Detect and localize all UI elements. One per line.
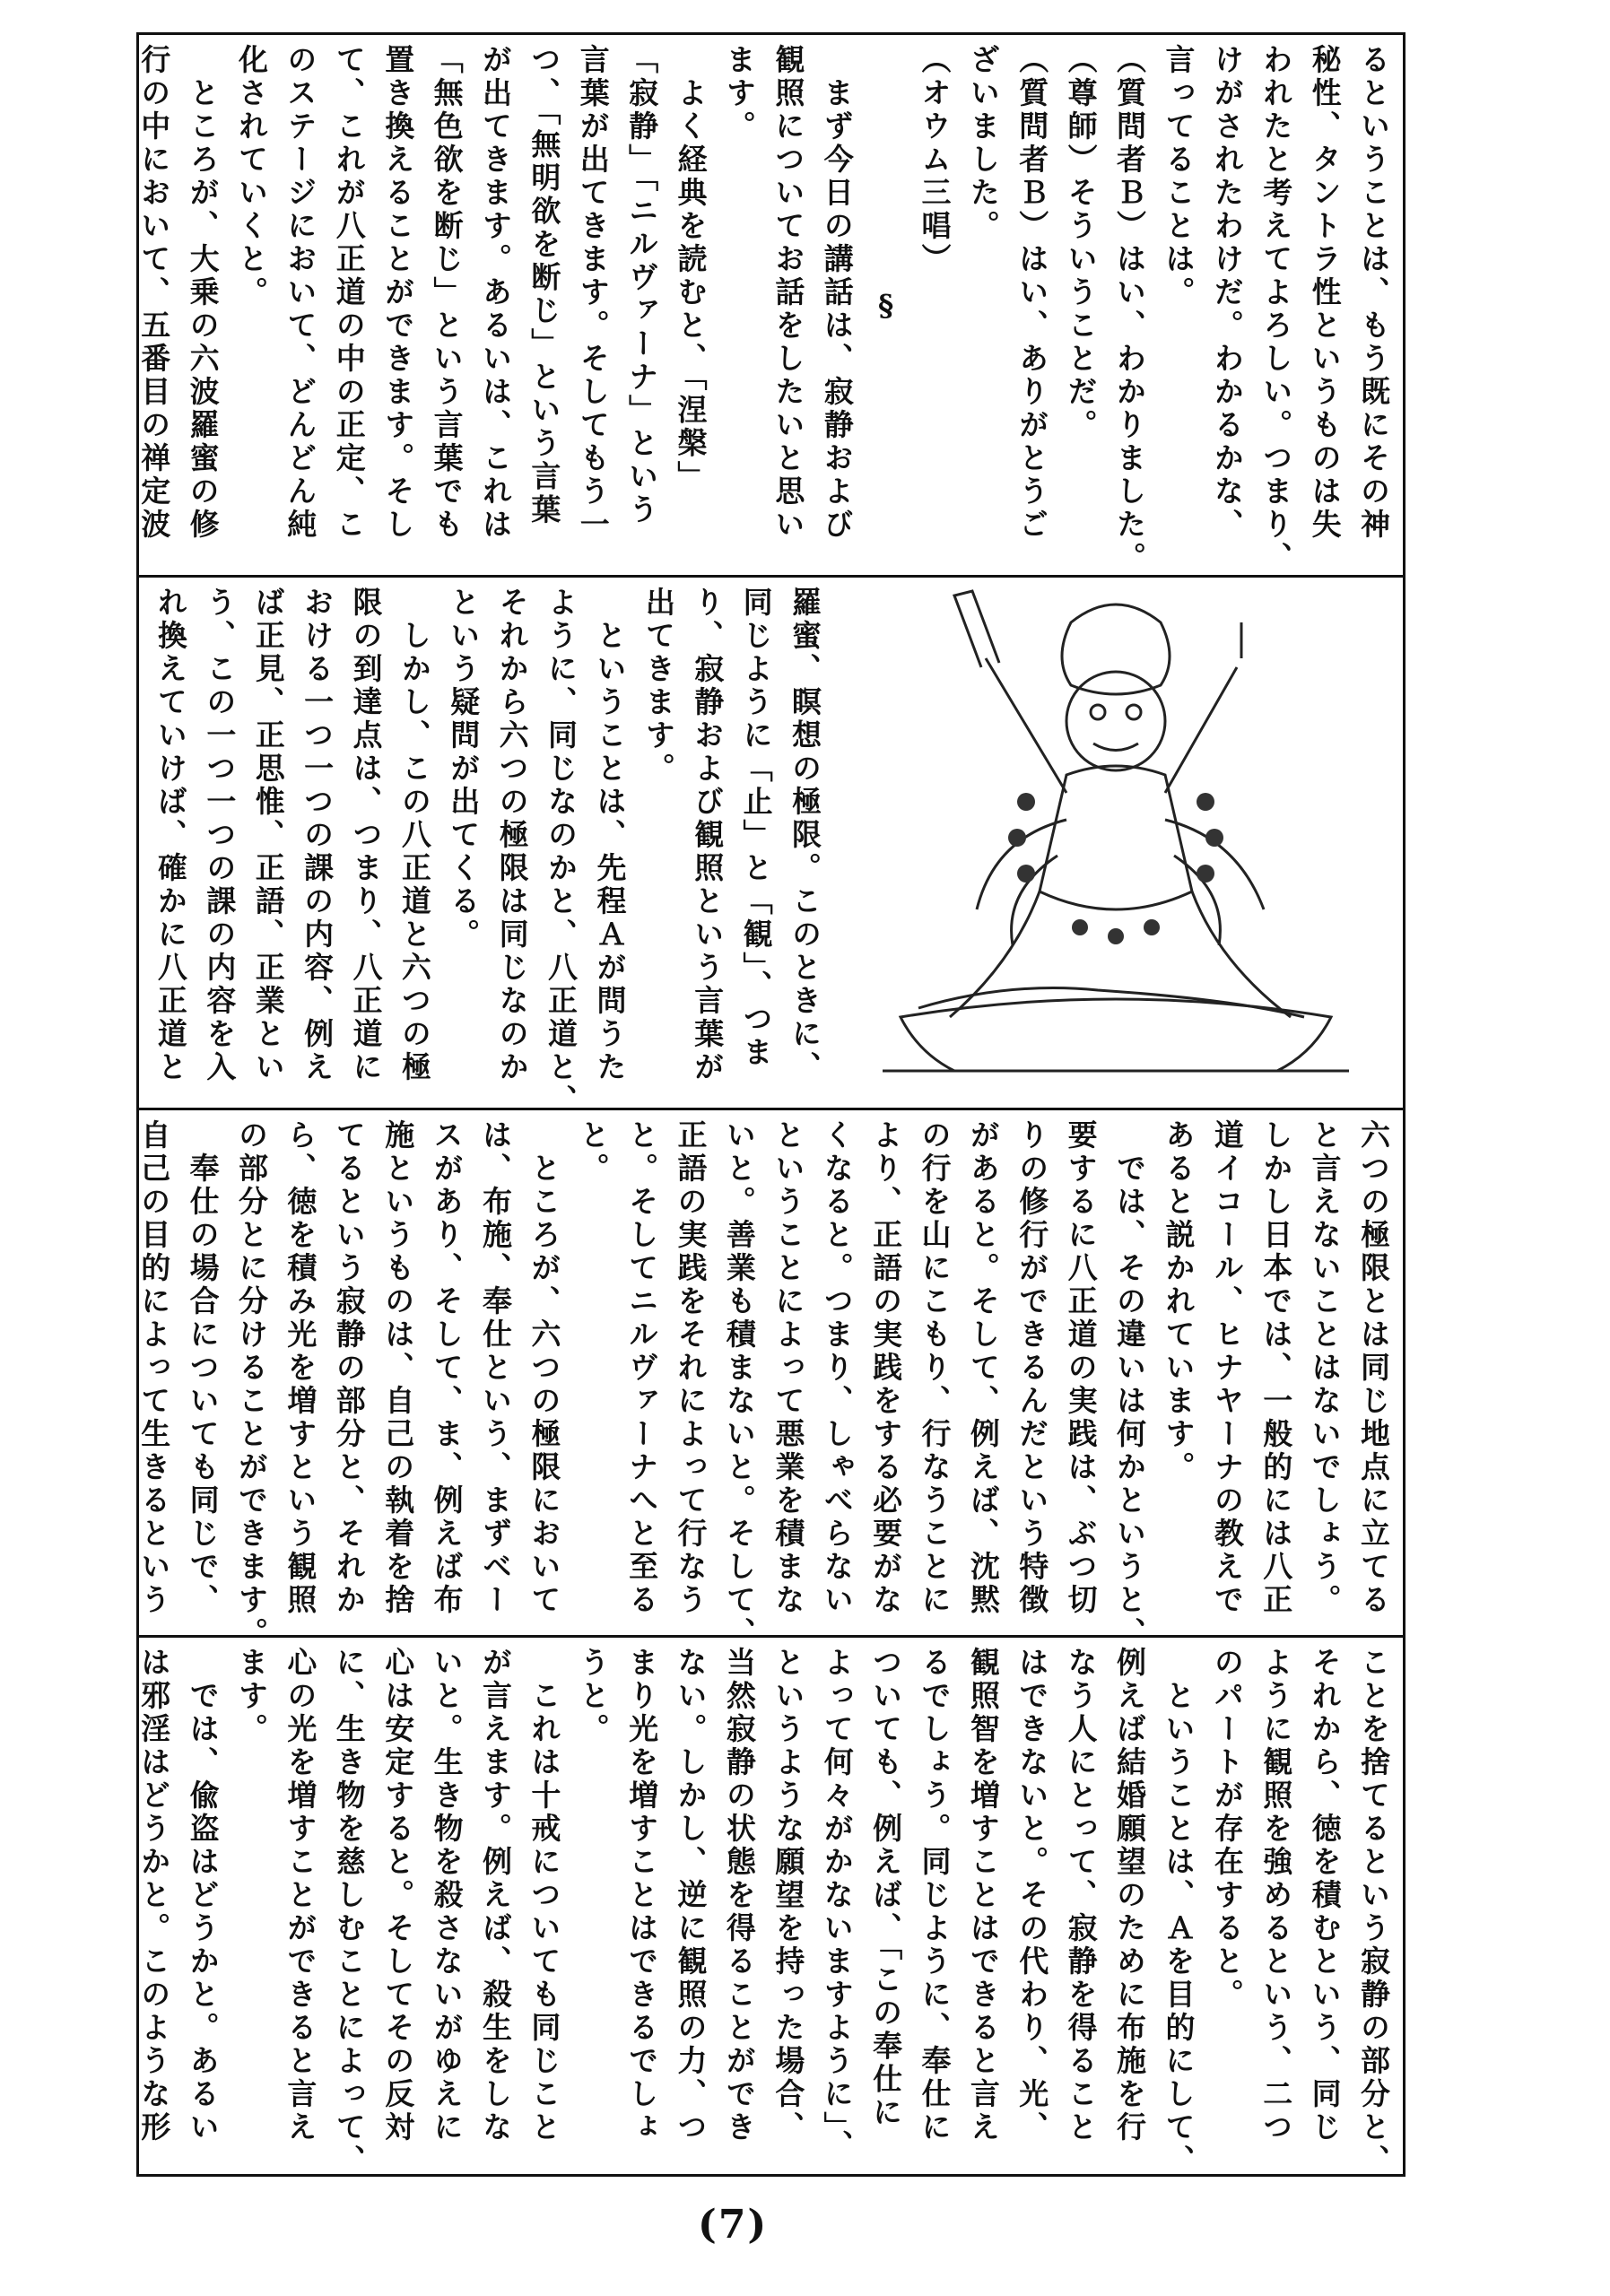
text-column: 要するに八正道の実践は、ぶつ切 (1063, 1119, 1099, 1617)
text-column: （質問者Ｂ）はい、わかりました。 (1112, 44, 1148, 575)
text-column: よく経典を読むと、「涅槃」 (673, 44, 709, 494)
text-column: ます。 (721, 44, 757, 144)
text-column: 言葉が出てきます。そしてもう一 (575, 44, 611, 542)
text-column: 置き換えることができます。そし (380, 44, 416, 542)
text-column: ように観照を強めるという、二つ (1258, 1647, 1294, 2144)
text-column: 六つの極限とは同じ地点に立てる (1356, 1119, 1391, 1617)
text-column: これは十戒についても同じこと (527, 1647, 562, 2144)
text-column: § (868, 287, 904, 326)
text-column: では、その違いは何かというと、 (1112, 1119, 1148, 1650)
text-column: るでしょう。同じように、奉仕に (917, 1647, 953, 2144)
text-column: り、寂静および観照という言葉が (690, 587, 726, 1084)
text-column: はできないと。その代わり、光、 (1014, 1647, 1050, 2144)
text-column: われたと考えてよろしい。つまり、 (1258, 44, 1294, 575)
text-column: しかし、この八正道と六つの極 (396, 587, 432, 1084)
text-column: のステージにおいて、どんどん純 (283, 44, 318, 542)
text-column: 正語の実践をそれによって行なう (673, 1119, 709, 1617)
text-column: けがされたわけだ。わかるかな、 (1209, 44, 1245, 542)
text-column: スがあり、そして、ま、例えば布 (429, 1119, 465, 1617)
text-column: 羅蜜、瞑想の極限。このときに、 (788, 587, 822, 1084)
panel-3 (136, 1110, 1403, 1650)
text-column: それから六つの極限は同じなのか (494, 587, 530, 1084)
text-column: 観照についてお話をしたいと思い (770, 44, 806, 542)
text-column: と。 (575, 1119, 611, 1186)
text-column: が出てきます。あるいは、これは (477, 44, 513, 542)
text-column: 秘性、タントラ性というものは失 (1307, 44, 1343, 542)
panel-4 (136, 1638, 1403, 2178)
text-column: つ、「無明欲を断じ」という言葉 (527, 44, 562, 527)
text-column: ところが、六つの極限において (527, 1119, 562, 1617)
text-column: しかし日本では、一般的には八正 (1258, 1119, 1294, 1617)
text-column: まり光を増すことはできるでしょ (624, 1647, 660, 2144)
text-column: まず今日の講話は、寂静および (819, 44, 855, 542)
text-column: の部分とに分けることができます。 (234, 1119, 270, 1650)
text-column: ということは、Ａを目的にして、 (1161, 1647, 1197, 2178)
text-column: ら、徳を積み光を増すという観照 (283, 1119, 318, 1617)
text-column: 行の中において、五番目の禅定波 (136, 44, 172, 542)
text-column: 自己の目的によって生きるという (136, 1119, 172, 1617)
text-column: という疑問が出てくる。 (446, 587, 482, 952)
text-column: があると。そして、例えば、沈黙 (965, 1119, 1001, 1617)
text-column: の行を山にこもり、行なうことに (917, 1119, 953, 1617)
text-column: おける一つ一つの課の内容、例え (300, 587, 335, 1084)
text-column: う、この一つ一つの課の内容を入 (202, 587, 238, 1084)
text-column: （尊師）そういうことだ。 (1063, 44, 1099, 442)
text-column: より、正語の実践をする必要がな (868, 1119, 904, 1617)
text-column: のパートが存在すると。 (1209, 1647, 1245, 2012)
text-column: に、生き物を慈しむことによって、 (331, 1647, 367, 2178)
text-column: と言えないことはないでしょう。 (1307, 1119, 1343, 1617)
text-column: なう人にとって、寂静を得ること (1063, 1647, 1099, 2144)
text-column: 「無色欲を断じ」という言葉でも (429, 44, 465, 542)
text-column: 限の到達点は、つまり、八正道に (348, 587, 384, 1084)
text-column: いと。善業も積まないと。そして、 (721, 1119, 757, 1650)
text-column: 化されていくと。 (234, 44, 270, 309)
text-column: ことを捨てるという寂静の部分と、 (1356, 1647, 1391, 2178)
text-column: は邪淫はどうかと。このような形 (136, 1647, 172, 2144)
text-column: 施というものは、自己の執着を捨 (380, 1119, 416, 1617)
deity-illustration (847, 587, 1385, 1098)
text-column: は、布施、奉仕という、まずベー (477, 1119, 513, 1617)
text-column: ます。 (234, 1647, 270, 1746)
text-column: あると説かれています。 (1161, 1119, 1197, 1484)
text-column: よって何々がかないますように」、 (819, 1647, 855, 2163)
text-column: （質問者Ｂ）はい、ありがとうご (1014, 44, 1050, 542)
text-column: 奉仕の場合についても同じで、 (185, 1119, 221, 1617)
text-column: くなると。つまり、しゃべらない (819, 1119, 855, 1617)
text-column: 心の光を増すことができると言え (283, 1647, 318, 2144)
text-column: ざいました。 (965, 44, 1001, 243)
text-column: 「寂静」「ニルヴァーナ」という (624, 44, 660, 527)
text-column: ば正見、正思惟、正語、正業とい (250, 587, 286, 1084)
panel-3-text (129, 1119, 1397, 1650)
text-column: 観照智を増すことはできると言え (965, 1647, 1001, 2144)
text-column: ない。しかし、逆に観照の力、つ (673, 1647, 709, 2144)
text-column: それから、徳を積むという、同じ (1307, 1647, 1343, 2144)
text-column: て、これが八正道の中の正定、こ (331, 44, 367, 542)
text-column: と。そしてニルヴァーナへと至る (624, 1119, 660, 1617)
panel-2-text (146, 587, 829, 1118)
text-column: いと。生き物を殺さないがゆえに (429, 1647, 465, 2144)
text-column: れ換えていけば、確かに八正道と (152, 587, 188, 1084)
panel-1-text (129, 44, 1397, 575)
text-column: うと。 (575, 1647, 611, 1746)
panel-2 (139, 578, 1403, 1118)
text-column: るということは、もう既にその神 (1356, 44, 1391, 542)
text-column: 心は安定すると。そしてその反対 (380, 1647, 416, 2144)
text-column: （オウム三唱） (917, 44, 953, 276)
page-frame (136, 32, 1405, 2177)
text-column: が言えます。例えば、殺生をしな (477, 1647, 513, 2144)
text-column: ということは、先程Ａが問うた (592, 587, 628, 1084)
text-column: 道イコール、ヒナヤーナの教えで (1209, 1119, 1245, 1617)
text-column: ついても、例えば、「この奉仕に (868, 1647, 904, 2130)
text-column: 同じように「止」と「観」、つま (738, 587, 774, 1070)
text-column: ように、同じなのかと、八正道と、 (544, 587, 579, 1118)
panel-4-text (129, 1647, 1397, 2178)
text-column: 言ってることは。 (1161, 44, 1197, 309)
text-column: てるという寂静の部分と、それか (331, 1119, 367, 1617)
page-number: (7) (698, 2202, 769, 2248)
text-column: 当然寂静の状態を得ることができ (721, 1647, 757, 2144)
text-column: では、偸盗はどうかと。あるい (185, 1647, 221, 2144)
text-column: ところが、大乗の六波羅蜜の修 (185, 44, 221, 542)
text-column: 例えば結婚願望のために布施を行 (1112, 1647, 1148, 2144)
panel-1 (136, 35, 1403, 578)
text-column: というような願望を持った場合、 (770, 1647, 806, 2144)
text-column: りの修行ができるんだという特徴 (1014, 1119, 1050, 1617)
text-column: 出てきます。 (640, 587, 676, 786)
text-column: ということによって悪業を積まな (770, 1119, 806, 1617)
